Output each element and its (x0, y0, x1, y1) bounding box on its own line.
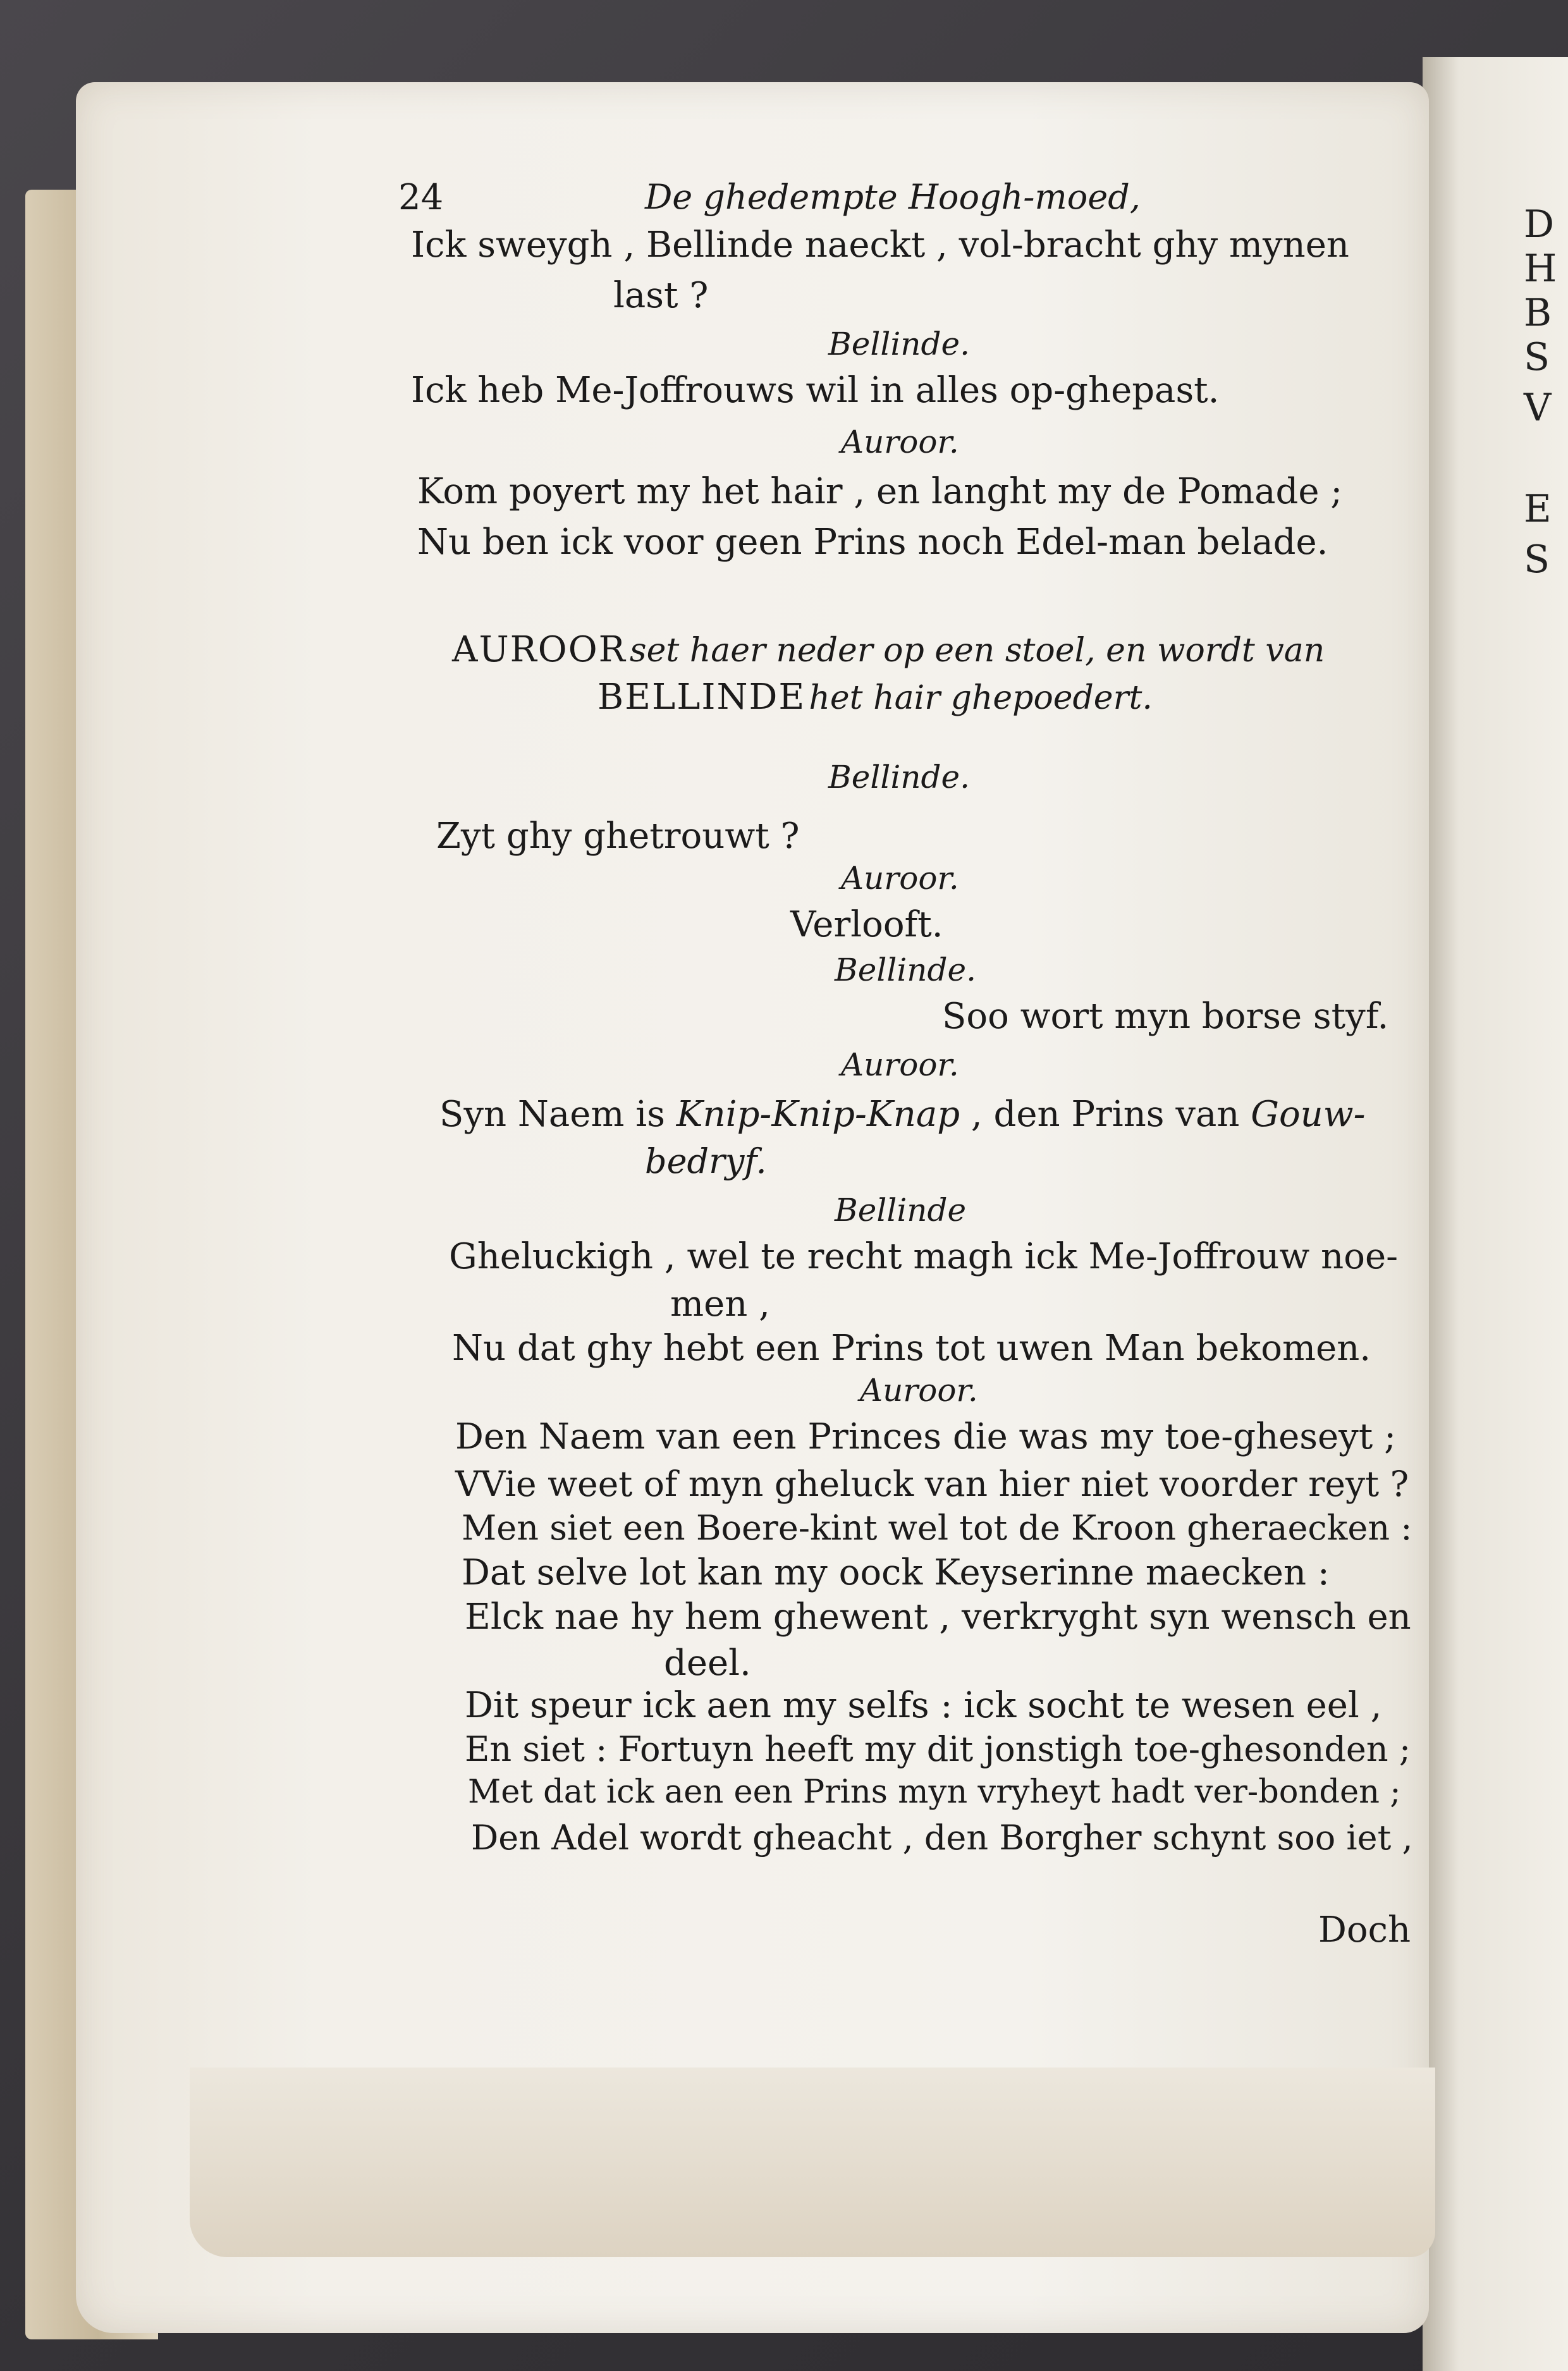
verse-line: Gheluckigh , wel te recht magh ick Me-Joffrouw noe- (449, 1236, 1399, 1277)
verse-line: Nu dat ghy hebt een Prins tot uwen Man bekomen. (452, 1328, 1371, 1369)
speaker-name: Bellinde. (828, 759, 970, 795)
speaker-name: Auroor. (860, 1372, 978, 1409)
facing-page-fragment: D (1524, 202, 1555, 247)
verse-line: Kom poyert my het hair , en langht my de Pomade ; (417, 471, 1343, 512)
facing-page-fragment: E (1524, 487, 1552, 531)
stage-direction (597, 677, 1153, 718)
running-title: De ghedempte Hoogh-moed, (645, 177, 1141, 217)
verse-fragment-italic: Gouw- (1251, 1094, 1366, 1135)
verse-line: men , (670, 1284, 770, 1325)
facing-page-fragment: S (1524, 335, 1550, 379)
verse-fragment-italic: Knip-Knip-Knap (676, 1094, 960, 1135)
verse-line: Ick sweygh , Bellinde naeckt , vol-bracht ghy mynen (411, 224, 1349, 266)
verse-line: last ? (613, 275, 709, 316)
speaker-name: Bellinde. (835, 952, 976, 988)
facing-page-fragment: V (1524, 386, 1552, 430)
speaker-name: Auroor. (841, 1046, 959, 1083)
catchword: Doch (1318, 1909, 1411, 1951)
verse-line: En siet : Fortuyn heeft my dit jonstigh toe-ghesonden ; (465, 1729, 1411, 1769)
verse-line: Soo wort myn borse styf. (942, 996, 1389, 1037)
verse-line: Den Naem van een Princes die was my toe-gheseyt ; (455, 1416, 1396, 1457)
stage-direction-name: AUROOR (452, 629, 627, 670)
verse-fragment: , den Prins van (971, 1094, 1240, 1135)
verse-line: Dat selve lot kan my oock Keyserinne maecken : (462, 1552, 1330, 1593)
verse-line: Den Adel wordt gheacht , den Borgher schynt soo iet , (471, 1818, 1413, 1858)
verse-line: bedryf. (645, 1141, 767, 1181)
page-number: 24 (398, 177, 444, 218)
facing-page-fragment: H (1524, 247, 1557, 291)
book-page (76, 82, 1429, 2333)
stage-direction-text: het hair ghepoedert. (809, 679, 1153, 717)
speaker-name: Bellinde. (828, 326, 970, 362)
stage-direction (452, 629, 1325, 670)
stage-direction-name: BELLINDE (597, 677, 806, 718)
speaker-name: Auroor. (841, 424, 959, 460)
speaker-name: Auroor. (841, 860, 959, 897)
stage-direction-text: set haer neder op een stoel, en wordt van (629, 632, 1325, 670)
facing-page (1423, 57, 1568, 2371)
verse-fragment: Syn Naem is (439, 1094, 665, 1135)
verse-line: Nu ben ick voor geen Prins noch Edel-man belade. (417, 522, 1328, 563)
verse-line: Zyt ghy ghetrouwt ? (436, 816, 800, 857)
facing-page-fragment: B (1524, 291, 1552, 335)
verse-line (439, 1094, 1366, 1135)
verse-line: Met dat ick aen een Prins myn vryheyt hadt ver-bonden ; (468, 1774, 1401, 1811)
verse-line: Ick heb Me-Joffrouws wil in alles op-ghepast. (411, 370, 1220, 411)
verse-line: VVie weet of myn gheluck van hier niet voorder reyt ? (455, 1464, 1409, 1504)
verse-line: deel. (664, 1643, 751, 1684)
verse-line: Dit speur ick aen my selfs : ick socht te wesen eel , (465, 1685, 1382, 1726)
speaker-name: Bellinde (835, 1192, 967, 1228)
verse-line: Verlooft. (790, 904, 943, 945)
verse-line: Men siet een Boere-kint wel tot de Kroon gheraecken : (462, 1508, 1412, 1548)
facing-page-fragment: S (1524, 537, 1550, 582)
page-bottom-edge (190, 2068, 1435, 2257)
verse-line: Elck nae hy hem ghewent , verkryght syn wensch en (465, 1596, 1411, 1638)
